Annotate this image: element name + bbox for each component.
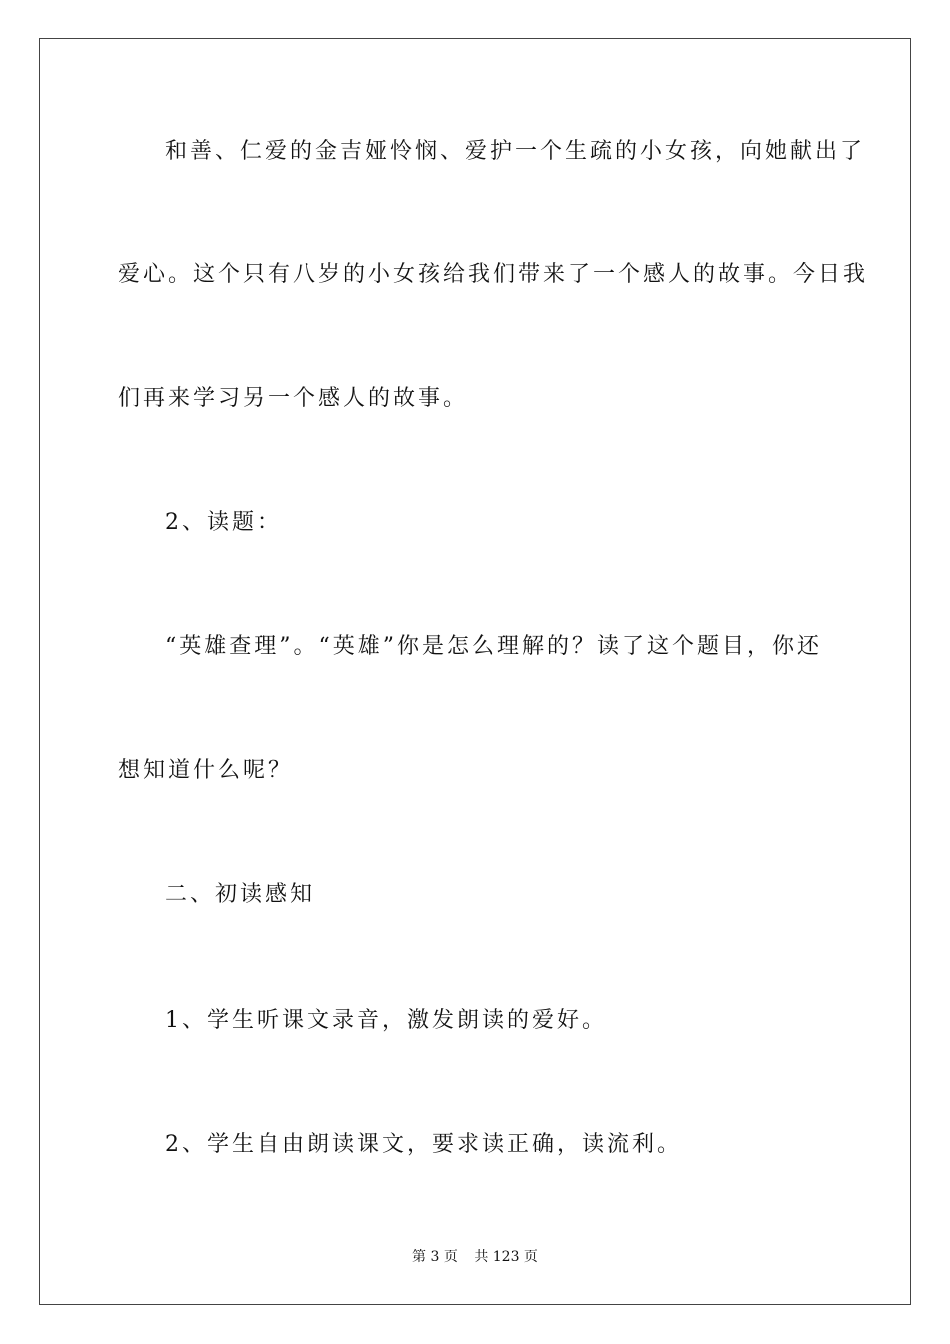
paragraph-line-4: “英雄查理”。“英雄”你是怎么理解的？读了这个题目，你还 [165, 634, 822, 659]
paragraph-line-5: 想知道什么呢？ [118, 758, 294, 783]
paragraph-line-1: 和善、仁爱的金吉娅怜悯、爱护一个生疏的小女孩，向她献出了 [165, 139, 866, 164]
page-number: 第 3 页 [412, 1249, 458, 1265]
section-heading-read-title: 2、读题： [165, 510, 282, 535]
page-footer [0, 1247, 950, 1267]
section-heading-first-reading: 二、初读感知 [165, 882, 316, 907]
paragraph-line-3: 们再来学习另一个感人的故事。 [118, 386, 469, 411]
list-item-1: 1、学生听课文录音，激发朗读的爱好。 [165, 1008, 607, 1033]
paragraph-line-2: 爱心。这个只有八岁的小女孩给我们带来了一个感人的故事。今日我 [118, 262, 869, 287]
list-item-2: 2、学生自由朗读课文，要求读正确，读流利。 [165, 1132, 682, 1157]
page-frame [39, 38, 911, 1305]
total-pages: 共 123 页 [474, 1249, 538, 1265]
